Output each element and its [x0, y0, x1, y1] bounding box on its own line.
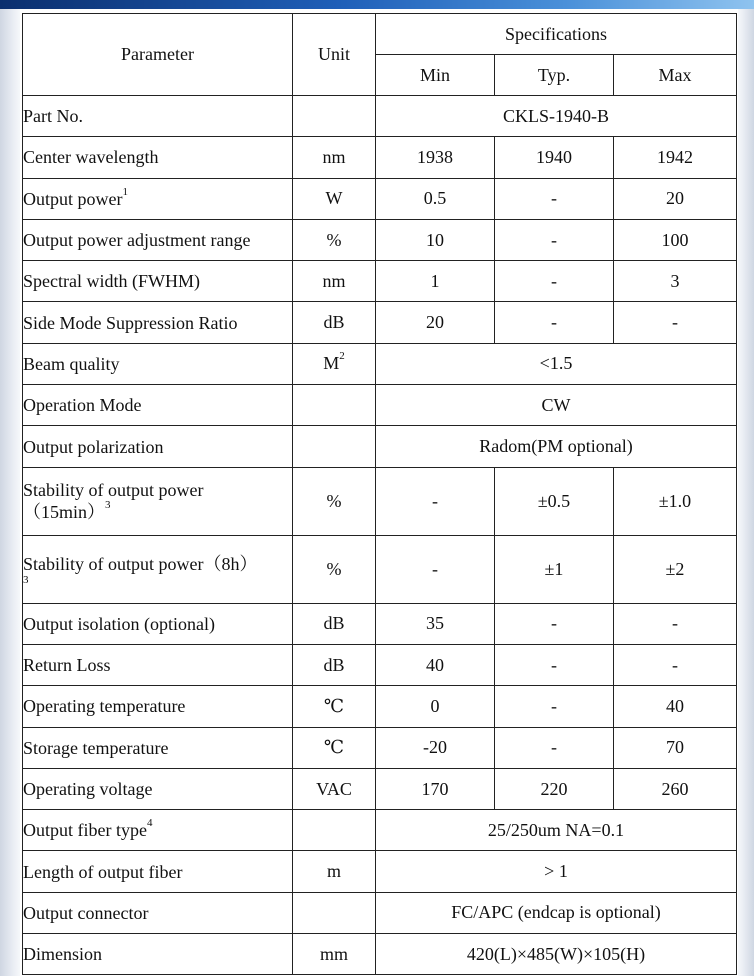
param-cell: Center wavelength [23, 137, 293, 178]
table-row [23, 535, 737, 603]
param-cell: Output connector [23, 892, 293, 933]
spec-span-cell: 25/250um NA=0.1 [376, 810, 737, 851]
param-text: Output fiber type [23, 820, 147, 841]
min-cell: 20 [376, 302, 495, 343]
param-cell: Part No. [23, 96, 293, 137]
typ-cell: - [495, 261, 614, 302]
unit-cell: m [293, 851, 376, 892]
unit-cell: % [293, 219, 376, 260]
max-cell: ±1.0 [614, 467, 737, 535]
max-cell: 100 [614, 219, 737, 260]
top-accent-bar [0, 0, 754, 9]
header-parameter: Parameter [23, 14, 293, 96]
typ-cell: ±0.5 [495, 467, 614, 535]
table-row [23, 603, 737, 644]
unit-cell: ℃ [293, 727, 376, 768]
spec-span-cell: <1.5 [376, 343, 737, 384]
left-margin-shade [0, 9, 20, 976]
min-cell: 1938 [376, 137, 495, 178]
table-row [23, 686, 737, 727]
param-cell: Beam quality [23, 343, 293, 384]
max-cell: ±2 [614, 535, 737, 603]
min-cell: 1 [376, 261, 495, 302]
header-max: Max [614, 55, 737, 96]
param-cell: Spectral width (FWHM) [23, 261, 293, 302]
unit-cell [293, 385, 376, 426]
unit-cell: mm [293, 934, 376, 975]
table-row [23, 644, 737, 685]
param-cell: Side Mode Suppression Ratio [23, 302, 293, 343]
right-margin-shade [738, 9, 754, 976]
min-cell: 10 [376, 219, 495, 260]
unit-cell: nm [293, 137, 376, 178]
min-cell: 170 [376, 768, 495, 809]
typ-cell: - [495, 178, 614, 219]
typ-cell: - [495, 727, 614, 768]
param-text: Stability of output power（8h） [23, 554, 258, 575]
min-cell: - [376, 467, 495, 535]
max-cell: - [614, 302, 737, 343]
unit-cell: dB [293, 644, 376, 685]
param-text: Stability of output power [23, 480, 204, 501]
unit-cell: dB [293, 603, 376, 644]
max-cell: 260 [614, 768, 737, 809]
table-row [23, 934, 737, 975]
param-cell: Output isolation (optional) [23, 603, 293, 644]
header-unit: Unit [293, 14, 376, 96]
min-cell: -20 [376, 727, 495, 768]
table-row [23, 810, 737, 851]
unit-superscript: 2 [339, 350, 345, 363]
typ-cell: ±1 [495, 535, 614, 603]
table-row [23, 385, 737, 426]
max-cell: 20 [614, 178, 737, 219]
param-cell: Storage temperature [23, 727, 293, 768]
param-cell: Return Loss [23, 644, 293, 685]
table-row [23, 426, 737, 467]
unit-cell: dB [293, 302, 376, 343]
footnote-marker: 4 [146, 817, 153, 830]
header-specifications: Specifications [376, 14, 737, 55]
table-row [23, 137, 737, 178]
header-typ: Typ. [495, 55, 614, 96]
min-cell: 35 [376, 603, 495, 644]
param-cell: Operating temperature [23, 686, 293, 727]
param-cell: Operation Mode [23, 385, 293, 426]
table-row [23, 178, 737, 219]
table-row [23, 892, 737, 933]
table-row [23, 302, 737, 343]
param-cell: Operating voltage [23, 768, 293, 809]
spec-span-cell: Radom(PM optional) [376, 426, 737, 467]
param-text: Output power [23, 188, 123, 209]
param-cell: Output power adjustment range [23, 219, 293, 260]
unit-cell [293, 810, 376, 851]
spec-span-cell: > 1 [376, 851, 737, 892]
param-cell: Output polarization [23, 426, 293, 467]
spec-span-cell: CKLS-1940-B [376, 96, 737, 137]
param-cell [23, 810, 293, 851]
typ-cell: - [495, 686, 614, 727]
typ-cell: 220 [495, 768, 614, 809]
typ-cell: - [495, 644, 614, 685]
max-cell: - [614, 644, 737, 685]
header-min: Min [376, 55, 495, 96]
specifications-table [22, 13, 737, 975]
table-row [23, 768, 737, 809]
min-cell: 0.5 [376, 178, 495, 219]
table-row [23, 96, 737, 137]
typ-cell: 1940 [495, 137, 614, 178]
table-row [23, 727, 737, 768]
max-cell: - [614, 603, 737, 644]
unit-cell [293, 96, 376, 137]
unit-cell [293, 426, 376, 467]
footnote-marker: 1 [122, 185, 128, 198]
unit-cell: ℃ [293, 686, 376, 727]
footnote-marker: 3 [23, 574, 29, 587]
max-cell: 1942 [614, 137, 737, 178]
unit-cell: % [293, 467, 376, 535]
table-row [23, 343, 737, 384]
param-cell: Length of output fiber [23, 851, 293, 892]
table-row [23, 219, 737, 260]
spec-span-cell: 420(L)×485(W)×105(H) [376, 934, 737, 975]
typ-cell: - [495, 603, 614, 644]
typ-cell: - [495, 219, 614, 260]
spec-span-cell: CW [376, 385, 737, 426]
param-cell: Dimension [23, 934, 293, 975]
table-row [23, 467, 737, 535]
unit-cell [293, 343, 376, 384]
min-cell: - [376, 535, 495, 603]
unit-text: M [323, 353, 340, 374]
footnote-marker: 3 [105, 499, 111, 512]
unit-cell: nm [293, 261, 376, 302]
min-cell: 0 [376, 686, 495, 727]
param-text-line2: （15min） [23, 502, 106, 523]
unit-cell: % [293, 535, 376, 603]
unit-cell: VAC [293, 768, 376, 809]
max-cell: 3 [614, 261, 737, 302]
max-cell: 40 [614, 686, 737, 727]
param-cell [23, 178, 293, 219]
spec-span-cell: FC/APC (endcap is optional) [376, 892, 737, 933]
min-cell: 40 [376, 644, 495, 685]
param-cell [23, 467, 293, 535]
table-row [23, 851, 737, 892]
param-cell [23, 535, 293, 603]
typ-cell: - [495, 302, 614, 343]
unit-cell: W [293, 178, 376, 219]
max-cell: 70 [614, 727, 737, 768]
table-row [23, 261, 737, 302]
unit-cell [293, 892, 376, 933]
